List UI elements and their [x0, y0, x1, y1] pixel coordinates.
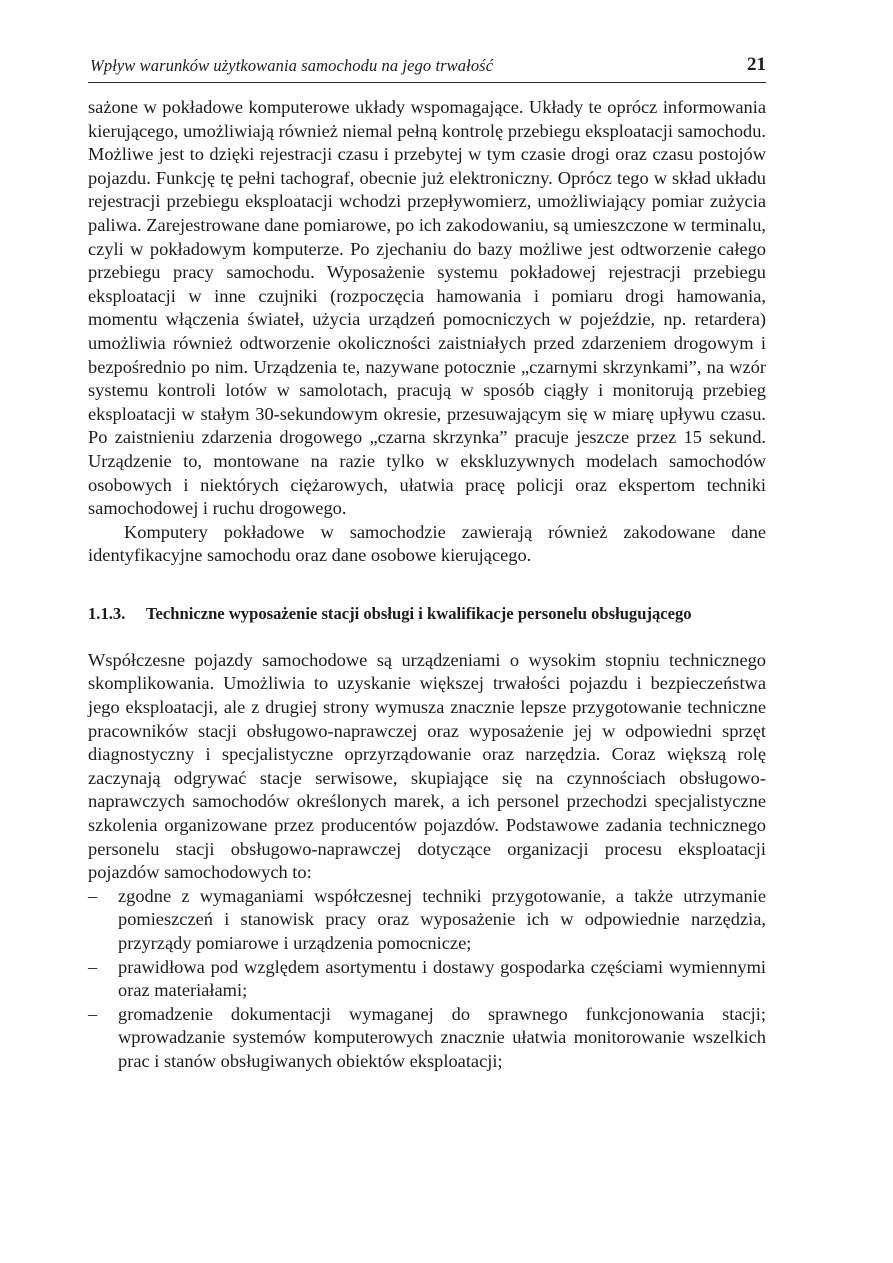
page-number: 21	[747, 54, 766, 75]
bullet-dash: –	[88, 956, 98, 977]
list-item-text: prawidłowa pod względem asortymentu i dostawy gospodarka częściami wymiennymi oraz materiałami;	[118, 956, 766, 1001]
list-item-text: gromadzenie dokumentacji wymaganej do sprawnego funkcjonowania stacji; wprowadzanie systemów komputerowych znacznie ułatwia monitorowanie wszelkich prac i stanów obsługiwanych obiektów eksploatacji;	[118, 1003, 766, 1071]
list-item-text: zgodne z wymaganiami współczesnej techniki przygotowanie, a także utrzymanie pomieszczeń i stanowisk pracy oraz wyposażenie ich w odpowiednie narzędzia, przyrządy pomiarowe i urządzenia pomocnicze;	[118, 885, 766, 953]
section-paragraph: Współczesne pojazdy samochodowe są urządzeniami o wysokim stopniu technicznego skomplikowania. Umożliwia to uzyskanie większej trwałości pojazdu i bezpieczeństwa jego eksploatacji, ale z drugiej strony wymusza znacznie lepsze przygotowanie techniczne pracowników stacji obsługowo-naprawczej oraz wyposażenie jej w odpowiedni sprzęt diagnostyczny i specjalistyczne oprzyrządowanie oraz narzędzia. Coraz większą rolę zaczynają odgrywać stacje serwisowe, skupiające się na czynnościach obsługowo-naprawczych samochodów określonych marek, a ich personel przechodzi specjalistyczne szkolenia organizowane przez producentów pojazdów. Podstawowe zadania technicznego personelu stacji obsługowo-naprawczej dotyczące organizacji procesu eksploatacji pojazdów samochodowych to:	[88, 649, 766, 883]
list-item	[88, 956, 766, 1003]
book-page	[88, 52, 766, 1074]
section-number: 1.1.3.	[88, 603, 126, 623]
list-item	[88, 1003, 766, 1074]
running-header	[88, 52, 766, 83]
body-paragraph: sażone w pokładowe komputerowe układy wspomagające. Układy te oprócz informowania kierującego, umożliwiają również niemal pełną kontrolę przebiegu eksploatacji samochodu. Możliwe jest to dzięki rejestracji czasu i przebytej w tym czasie drogi oraz czasu postojów pojazdu. Funkcję tę pełni tachograf, obecnie już elektroniczny. Oprócz tego w skład układu rejestracji przebiegu eksploatacji wchodzi przepływomierz, umożliwiający pomiar zużycia paliwa. Zarejestrowane dane pomiarowe, po ich zakodowaniu, są umieszczone w terminalu, czyli w pokładowym komputerze. Po zjechaniu do bazy możliwe jest odtworzenie całego przebiegu pracy samochodu. Wyposażenie systemu pokładowej rejestracji przebiegu eksploatacji w inne czujniki (rozpoczęcia hamowania i pomiaru drogi hamowania, momentu włączenia świateł, użycia urządzeń pomocniczych w pojeździe, np. retardera) umożliwia również odtworzenie okoliczności zaistniałych przed zdarzeniem drogowym i bezpośrednio po nim. Urządzenia te, nazywane potocznie „czarnymi skrzynkami”, na wzór systemu kontroli lotów w samolotach, pracują w sposób ciągły i monitorują przebieg eksploatacji w stałym 30-sekundowym okresie, przesuwającym się w miarę upływu czasu. Po zaistnieniu zdarzenia drogowego „czarna skrzynka” pracuje jeszcze przez 15 sekund. Urządzenie to, montowane na razie tylko w ekskluzywnych modelach samochodów osobowych i niektórych ciężarowych, ułatwia pracę policji oraz ekspertom techniki samochodowej i ruchu drogowego.	[88, 97, 766, 519]
body-paragraph: Komputery pokładowe w samochodzie zawierają również zakodowane dane identyfikacyjne samochodu oraz dane osobowe kierującego.	[88, 521, 766, 566]
section-title: Techniczne wyposażenie stacji obsługi i kwalifikacje personelu obsługującego	[146, 603, 692, 623]
bullet-dash: –	[88, 1003, 98, 1024]
bullet-dash: –	[88, 885, 98, 906]
task-list	[88, 885, 766, 1074]
running-title: Wpływ warunków użytkowania samochodu na jego trwałość	[90, 56, 494, 75]
list-item	[88, 885, 766, 956]
section-heading	[88, 603, 766, 625]
